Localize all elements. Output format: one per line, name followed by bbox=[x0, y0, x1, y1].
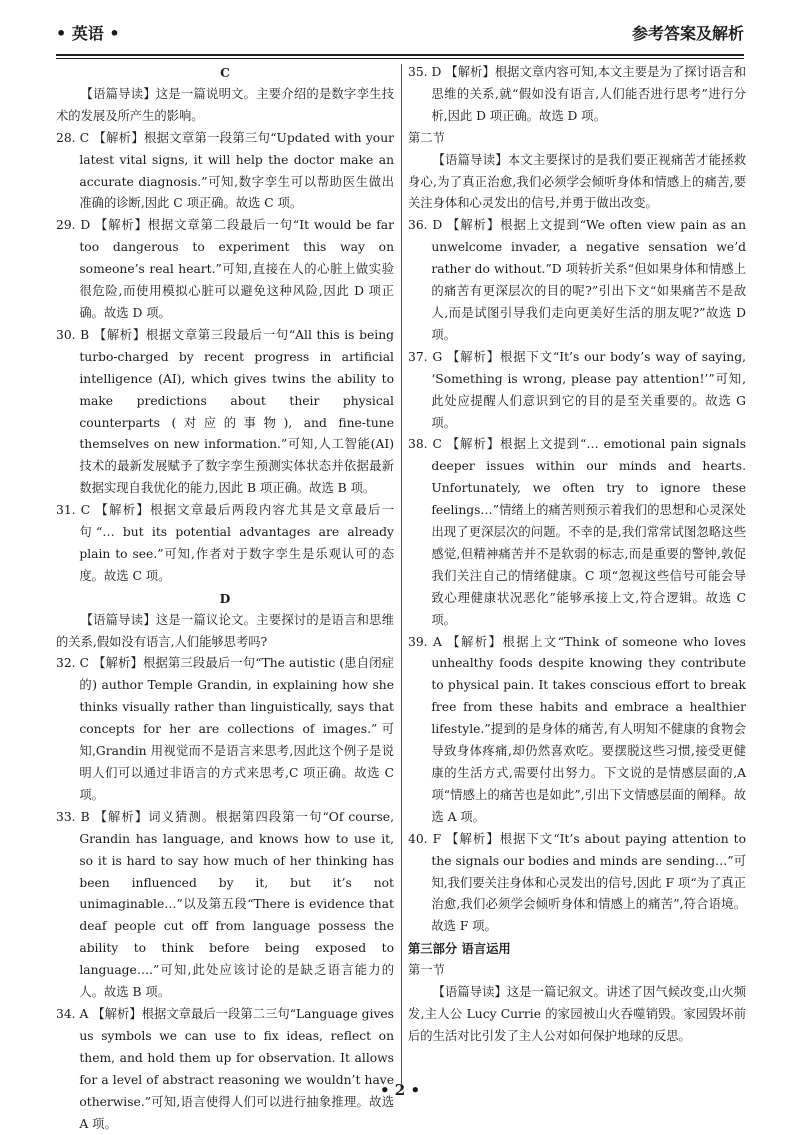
subsection-title: 第一节 bbox=[408, 963, 445, 978]
answer-item: 30. B 【解析】根据文章第三段最后一句“All this is being turbo-charged by recent progress in artificial intelligence (AI), which gives twins the ability to make predictions about their physical counterparts (对应的事物), and fine-tune themselves on new information.”可知,人工智能(AI)技术的最新发展赋予了数字孪生预测实体状态并依据最新数据实现自我优化的能力,因此 B 项正确。故选 B 项。 bbox=[56, 327, 394, 496]
passage-guide: 【语篇导读】本文主要探讨的是我们要正视痛苦才能拯救身心,为了真正治愈,我们必须学会倾听身体和情感上的痛苦,要关注身体和心灵发出的信号,并勇于做出改变。 bbox=[408, 152, 746, 211]
page-header bbox=[56, 16, 744, 44]
answer-item: 37. G 【解析】根据下文“It’s our body’s way of saying, ‘Something is wrong, please pay attention!’”可知,此处应提醒人们意识到它的目的是至关重要的。故选 G 项。 bbox=[408, 349, 746, 430]
passage-guide: 【语篇导读】这是一篇说明文。主要介绍的是数字孪生技术的发展及所产生的影响。 bbox=[56, 86, 394, 123]
subject-label: • 英语 • bbox=[56, 24, 120, 43]
answer-item: 38. C 【解析】根据上文提到“… emotional pain signals deeper issues within our minds and hearts. Unfortunately, we often try to ignore these feelings…”情绪上的痛苦则预示着我们的思想和心灵深处出现了更深层次的问题。不幸的是,我们常常试图忽略这些感觉,但精神痛苦并不是软弱的标志,而是重要的警钟,敦促我们关注自己的情绪健康。C 项“忽视这些信号可能会导致心理健康状况恶化”能够承接上文,符合逻辑。故选 C 项。 bbox=[408, 437, 746, 627]
passage-guide: 【语篇导读】这是一篇记叙文。讲述了因气候改变,山火频发,主人公 Lucy Currie 的家园被山火吞噬销毁。家园毁坏前后的生活对比引发了主人公对如何保护地球的反思。 bbox=[408, 985, 746, 1043]
left-column bbox=[56, 62, 394, 1135]
page-number: • 2 • bbox=[379, 1081, 421, 1099]
answer-item: 31. C 【解析】根据文章最后两段内容尤其是文章最后一句“… but its potential advantages are already plain to see.”可知,作者对于数字孪生是乐观认可的态度。故选 C 项。 bbox=[56, 503, 394, 583]
passage-guide: 【语篇导读】这是一篇议论文。主要探讨的是语言和思维的关系,假如没有语言,人们能够思考吗? bbox=[56, 612, 394, 649]
section-title: C bbox=[220, 65, 230, 80]
header-rule bbox=[56, 54, 744, 59]
right-column bbox=[408, 62, 746, 1048]
answer-item: 40. F 【解析】根据下文“It’s about paying attention to the signals our bodies and minds are sending…”可知,我们要关注身体和心灵发出的信号,因此 F 项“为了真正治愈,我们必须学会倾听身体和情感上的痛苦”,符合语境。故选 F 项。 bbox=[408, 831, 746, 934]
answer-item: 32. C 【解析】根据第三段最后一句“The autistic (患自闭症的) author Temple Grandin, in explaining how she thinks visually rather than linguistically, says that concepts for her are collections of images.”可知,Grandin 用视觉而不是语言来思考,因此这个例子是说明人们可以通过非语言的方式来思考,C 项正确。故选 C 项。 bbox=[56, 656, 394, 802]
answer-item: 29. D 【解析】根据文章第二段最后一句“It would be far too dangerous to experiment this way on someone’s real heart.”可知,直接在人的心脏上做实验很危险,而使用模拟心脏可以避免这种风险,因此 D 项正确。故选 D 项。 bbox=[56, 218, 394, 320]
answer-item: 34. A 【解析】根据文章最后一段第二三句“Language gives us symbols we can use to fix ideas, reflect on them, and hold them up for observation. It allows for a level of abstract reasoning we wouldn’t have otherwise.”可知,语言使得人们可以进行抽象推理。故选 A 项。 bbox=[56, 1006, 394, 1131]
section-title: D bbox=[219, 590, 231, 606]
header-title: 参考答案及解析 bbox=[631, 24, 744, 43]
answer-item: 39. A 【解析】根据上文“Think of someone who loves unhealthy foods despite knowing they contribute to physical pain. It takes conscious effort to break free from these habits and embrace a healthier lifestyle.”提到的是身体的痛苦,有人明知不健康的食物会导致身体疼痛,却仍然喜欢吃。要摆脱这些习惯,接受更健康的生活方式,需要付出努力。下文说的是情感层面的,A 项“情感上的痛苦也是如此”,引出下文情感层面的阐释。故选 A 项。 bbox=[408, 634, 746, 824]
answer-item: 36. D 【解析】根据上文提到“We often view pain as an unwelcome invader, a negative sensation we’d rather do without.”D 项转折关系“但如果身体和情感上的痛苦有更深层次的目的呢?”引出下文“如果痛苦不是敌人,而是试图引导我们走向更美好生活的朋友呢?”故选 D 项。 bbox=[408, 218, 746, 342]
answer-item: 28. C 【解析】根据文章第一段第三句“Updated with your latest vital signs, it will help the doctor make an accurate diagnosis.”可知,数字孪生可以帮助医生做出准确的诊断,因此 C 项正确。故选 C 项。 bbox=[56, 130, 394, 211]
subsection-title: 第二节 bbox=[408, 130, 445, 145]
column-divider bbox=[401, 64, 402, 1084]
answer-item: 35. D 【解析】根据文章内容可知,本文主要是为了探讨语言和思维的关系,就“假如没有语言,人们能否进行思考”进行分析,因此 D 项正确。故选 D 项。 bbox=[408, 65, 746, 123]
part-title: 第三部分 语言运用 bbox=[408, 941, 511, 957]
answer-item: 33. B 【解析】词义猜测。根据第四段第一句“Of course, Grandin has language, and knows how to use it, so it is hard to say how much of her thinking has been influenced by it, but it’s not unimaginable…”以及第五段“There is evidence that deaf people cut off from language possess the ability to think before being exposed to language….”可知,此处应该讨论的是缺乏语言能力的人。故选 B 项。 bbox=[56, 809, 394, 1000]
